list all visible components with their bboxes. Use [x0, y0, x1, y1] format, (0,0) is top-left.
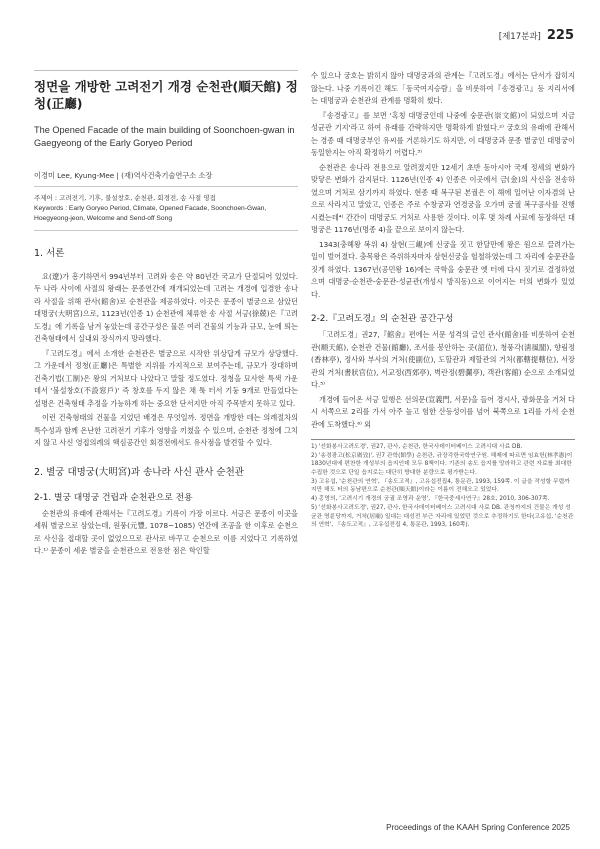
page-header — [499, 28, 574, 43]
keywords-korean: 주제어 : 고려전기, 기후, 불설창호, 순천관, 회경전, 송 사절 영접 — [34, 194, 216, 202]
footnote: 4) 홍영의, '고려시기 개경의 궁궐 조영과 운영', 『한국중세사연구』28호, 2010, 306-307쪽. — [311, 496, 550, 503]
left-column — [34, 70, 298, 558]
paragraph: 개경에 들어온 서긍 일행은 선의문(宣義門, 서문)을 들어 경시사, 광화문을 거쳐 다시 서쪽으로 2리를 가서 아주 높고 험한 산등성이를 넘어 북쪽으로 1리를 가서 순천관에 도착했다.⁶⁾ 외 — [311, 394, 575, 429]
paragraph: 이런 건축형태의 건물을 지었던 배경은 무엇일까. 정면을 개방한 데는 의례절차의 특수성과 함께 온난한 고려전기 기후가 영향을 끼쳤을 수 있으며, 순천관 정청에 그치지 않고 사신 영접의례의 핵심공간인 회경전에서도 유사점을 발견할 수 있다. — [34, 413, 298, 447]
paragraph: 1343(충혜왕 복위 4) 삼현(三峴)에 신궁을 짓고 한달만에 왕은 원으로 끌려가는 일이 벌어졌다. 충목왕은 즉위하자마자 삼현신궁을 헐철하였는데 그 자리에 숭문관을 짓게 하였다. 1367년(공민왕 16)에는 국학을 숭문관 옛 터에 다시 짓기로 결정하였으며 대명궁-순천관-숭문관-성균관(개성시 방직동)으로 이어지는 터의 변화가 있었다. — [311, 239, 575, 299]
footnote: 3) 고유섭, '순천관의 연혁', 『송도고적』, 고유섭전집4, 통문관, 1993, 159쪽. 이 글을 작성할 무렵까지만 해도 터의 동남편으로 순천관(順天館)이라는 이름이 전해오고 있었다. — [311, 478, 570, 494]
page-footer: Proceedings of the KAAH Spring Conference 2025 — [386, 823, 570, 832]
keywords-block — [34, 193, 298, 225]
paragraph: 『송경광고』를 보면 '혹칭 대명궁인데 나중에 숭문관(崇文館)이 되었으며 지금 성균관 기지'라고 하여 유래를 간략하지만 명확하게 밝혔다.²⁾ 궁호의 유래에 관해서는 경종 때 대명궁부인 유씨를 거론하기도 하지만, 이 대명궁과 문종 별궁인 대명궁이 동일한지는 아직 확정하기 어렵다.³⁾ — [311, 110, 575, 157]
section-label: [제17분과] — [498, 32, 541, 42]
keywords-english: Keywords : Early Goryeo Period, Climate, Opened Facade, Soonchoen-Gwan, Hoegyeong-jeon, Welcome and Send-off Song — [34, 204, 267, 222]
title-rule — [34, 70, 298, 71]
subsection-heading: 2-1. 별궁 대명궁 건립과 순천관으로 전용 — [34, 492, 193, 503]
footnote: 5) '선화봉사고려도경', 권27, 관사, 한국사데이터베이스 고려시대 사료 DB. 관청까지의 건물은 개성 성균관 명륜당까지, 거처(居廟) 일대는 대성전 부근 자리에 있었던 것으로 추정하기도 한다(고유섭, '순천관의 연혁', 『송도고적』, 고유섭전집 4, 통문관, 1993, 160쪽). — [311, 505, 574, 528]
footnotes — [311, 439, 575, 529]
author-divider — [34, 186, 298, 187]
page-number: 225 — [546, 28, 574, 43]
section-heading-palace: 2. 별궁 대명궁(大明宮)과 송나라 사신 관사 순천관 — [34, 466, 244, 478]
paragraph: 요(遼)가 흥기하면서 994년부터 고려와 송은 약 80년간 국교가 단절되어 있었다. 두 나라 사이에 사절의 왕래는 문종연간에 재개되었는데 고려는 개경에 입경한 송나라 사절을 위해 관사(館舍)로 순천관을 제공하였다. 이곳은 문종이 별궁으로 삼았던 대명궁(大明宮)으로, 1123년(인종 1) 순천관에 체류한 송 사절 서긍(徐兢)은『고려도경』에 기록을 남겨 놓았는데 공간구성은 물론 여러 건물의 기능과 규모, 눈에 띄는 건축형태에서 실내외 장식까지 망라했다. — [34, 271, 298, 343]
author-line: 이경미 Lee, Kyung-Mee | (재)역사건축기술연구소 소장 — [34, 171, 213, 180]
korean-title: 정면을 개방한 고려전기 개경 순천관(順天館) 정청(正廳) — [34, 79, 298, 111]
paragraph: 순천관의 유래에 관해서는『고려도경』기록이 가장 이르다. 서긍은 문종이 이곳을 세워 별궁으로 삼았는데, 원풍(元豐, 1078~1085) 연간에 조공을 한 이후로 순천으로 사신을 접대할 곳이 없었으므로 관사로 바꾸고 순천으로 이름 지었다고 기록하였다.¹⁾ 문종이 세운 별궁을 순천관으로 전용한 점은 학인할 — [34, 508, 298, 555]
paragraph: 순천관은 송나라 전용으로 알려졌지만 12세기 초반 동아시아 국제 정세의 변화가 맞닿은 변화가 감지된다. 1126년(인종 4) 인종은 이곳에서 금(金)의 사신을 전송하였으며 거처로 삼기까지 하였다. 현종 때 복구된 본궐은 이 해에 일어난 이자겸의 난으로 사라지고 말았고, 인종은 주로 수창궁과 연경궁을 오가며 궁궐 복구공사를 진행시켰는데⁴⁾ 간간이 대명궁도 거처로 사용한 것이다. 이후 몇 차례 사료에 등장하던 대명궁은 1176년(명종 4)을 끝으로 보이지 않는다. — [311, 162, 575, 234]
section-heading-intro: 1. 서론 — [34, 247, 65, 259]
paragraph: 『고려도경』에서 소개한 순천관은 별궁으로 시작한 위상답게 규모가 상당했다. 그 가운데서 정청(正廳)은 특별한 지위를 가지적으로 보여주는데, 규모가 장대하며 건축기법(工制)은 왕의 거처보다 나았다고 말할 정도였다. 정청을 묘사한 특색 가운데서 '불설창호(不設窓戶)' 즉 창호를 두지 않은 채 툭 터서 기둥 9개로 만들었다는 설명은 건축형태 추정을 가능하게 하는 중요한 단서지만 아직 주목받지 못하고 있다. — [34, 348, 298, 408]
english-title: The Opened Facade of the main building of Soonchoen-gwan in Gaegyeong of the Early Goryeo Period — [34, 125, 295, 148]
right-column — [311, 70, 575, 530]
keywords-divider — [34, 230, 298, 231]
subsection-heading: 2-2.『고려도경』의 순천관 공간구성 — [311, 314, 454, 324]
footnote: 2) '송경광고(松京廣攷)', 권7 관학(館學) 순천관, 규장각한국학연구원. 해제에 따르면 임효헌(林孝憲)이 1830년대에 편찬한 개성부의 읍지인데 모두 8책이다. 기존의 송도 읍지를 망라하고 관련 자료를 최대한 수집한 것으로 단일 읍지로는 대단히 방대한 분량으로 평가받는다. — [311, 453, 573, 476]
footnote: 1) '선화봉사고려도경', 권27, 관사, 순천관, 한국사데이터베이스 고려시대 사료 DB. — [311, 444, 523, 450]
paragraph: 수 있으나 궁호는 밝히지 않아 대명궁과의 관계는『고려도경』에서는 단서가 잡히지 않는다. 나중 기록이긴 해도「동국여지승람」을 비롯하여『송경광고』등 지리서에는 대명궁과 순천관의 관계를 명확히 썼다. — [311, 71, 575, 105]
paragraph: 「고려도경」권27,『館舍』편에는 서문 성격의 글인 관사(館舍)를 비롯하여 순천관(順天館), 순천관 건물(館廳), 조서를 봉안하는 곳(詔位), 청풍각(淸風閣), 향림정(香林亭), 정사와 부사의 거처(使副位), 도할관과 제할관의 거처(都轄提轄位), 서장관의 거처(書狀官位), 서교정(西郊亭), 벽란정(碧瀾亭), 객관(客館) 순으로 소개되었다.⁵⁾ — [311, 330, 575, 389]
